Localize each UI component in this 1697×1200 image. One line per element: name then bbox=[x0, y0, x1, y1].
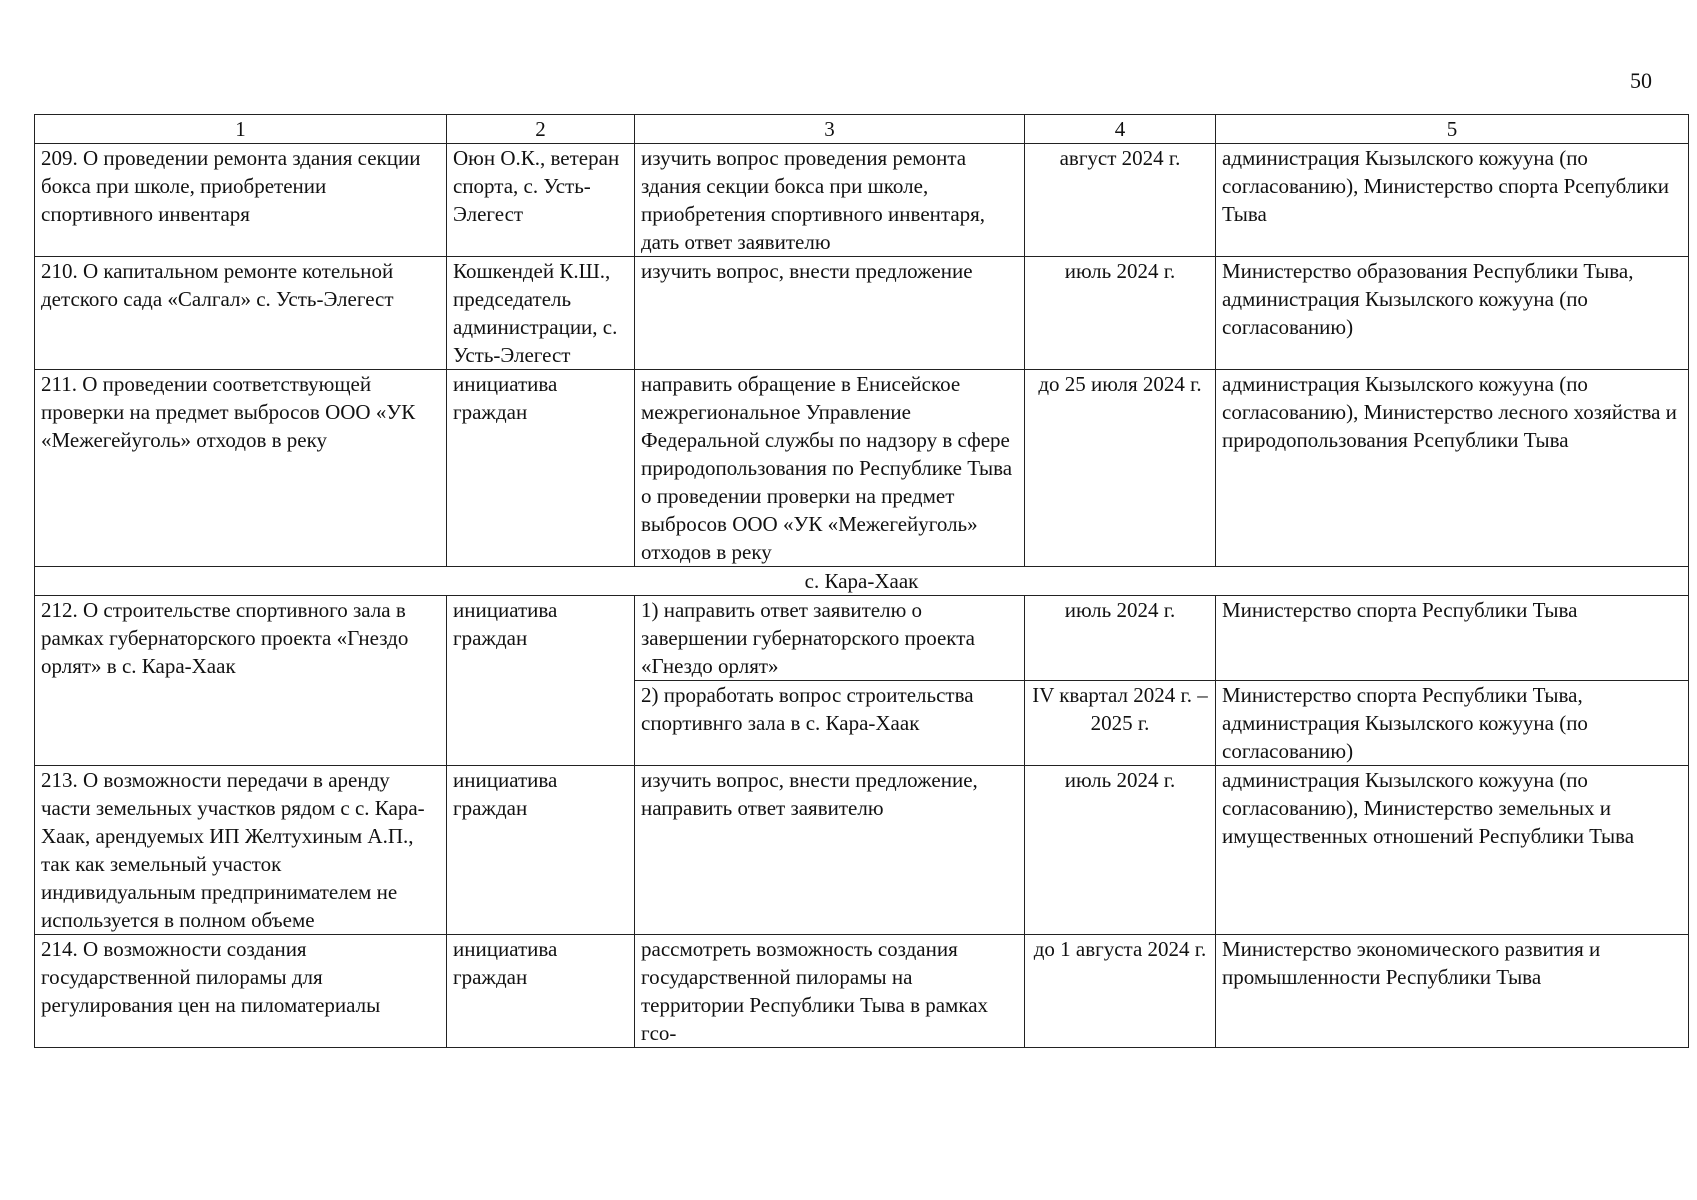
column-header-4: 4 bbox=[1025, 115, 1216, 144]
row-deadline: август 2024 г. bbox=[1025, 144, 1216, 257]
table-row-214 bbox=[35, 935, 1689, 1048]
row-deadline: июль 2024 г. bbox=[1025, 596, 1216, 681]
row-deadline: IV квартал 2024 г. – 2025 г. bbox=[1025, 681, 1216, 766]
page-number: 50 bbox=[1630, 68, 1652, 93]
section-row bbox=[35, 567, 1689, 596]
table-row-213 bbox=[35, 766, 1689, 935]
row-measure: изучить вопрос, внести предложение, направить ответ заявителю bbox=[635, 766, 1025, 935]
table-row-210 bbox=[35, 257, 1689, 370]
table-header-row bbox=[35, 115, 1689, 144]
row-issue: 211. О проведении соответствующей проверки на предмет выбросов ООО «УК «Межегейуголь» отходов в реку bbox=[35, 370, 447, 567]
row-responsible: Министерство экономического развития и промышленности Республики Тыва bbox=[1216, 935, 1689, 1048]
row-responsible: администрация Кызылского кожууна (по согласованию), Министерство лесного хозяйства и природопользования Рсепублики Тыва bbox=[1216, 370, 1689, 567]
measures-table bbox=[34, 114, 1689, 1048]
row-responsible: администрация Кызылского кожууна (по согласованию), Министерство земельных и имущественных отношений Республики Тыва bbox=[1216, 766, 1689, 935]
row-initiator: инициатива граждан bbox=[447, 766, 635, 935]
row-measure: изучить вопрос, внести предложение bbox=[635, 257, 1025, 370]
row-deadline: июль 2024 г. bbox=[1025, 257, 1216, 370]
row-issue: 214. О возможности создания государственной пилорамы для регулирования цен на пиломатериалы bbox=[35, 935, 447, 1048]
row-responsible: Министерство спорта Республики Тыва bbox=[1216, 596, 1689, 681]
row-initiator: Оюн О.К., ветеран спорта, с. Усть-Элегест bbox=[447, 144, 635, 257]
row-measure: 2) проработать вопрос строительства спортивнго зала в с. Кара-Хаак bbox=[635, 681, 1025, 766]
row-measure: направить обращение в Енисейское межрегиональное Управление Федеральной службы по надзору в сфере природопользования по Республике Тыва о проведении проверки на предмет выбросов ООО «УК «Межегейуголь» отходов в реку bbox=[635, 370, 1025, 567]
row-measure: рассмотреть возможность создания государственной пилорамы на территории Республики Тыва в рамках гсо- bbox=[635, 935, 1025, 1048]
table-row-209 bbox=[35, 144, 1689, 257]
row-initiator: инициатива граждан bbox=[447, 935, 635, 1048]
column-header-2: 2 bbox=[447, 115, 635, 144]
table-row-212a bbox=[35, 596, 1689, 681]
row-responsible: Министерство образования Республики Тыва, администрация Кызылского кожууна (по согласованию) bbox=[1216, 257, 1689, 370]
section-title: с. Кара-Хаак bbox=[35, 567, 1689, 596]
table-row-211 bbox=[35, 370, 1689, 567]
row-deadline: до 25 июля 2024 г. bbox=[1025, 370, 1216, 567]
row-issue: 212. О строительстве спортивного зала в рамках губернаторского проекта «Гнездо орлят» в с. Кара-Хаак bbox=[35, 596, 447, 766]
row-issue: 209. О проведении ремонта здания секции бокса при школе, приобретении спортивного инвентаря bbox=[35, 144, 447, 257]
row-issue: 210. О капитальном ремонте котельной детского сада «Салгал» с. Усть-Элегест bbox=[35, 257, 447, 370]
row-measure: 1) направить ответ заявителю о завершении губернаторского проекта «Гнездо орлят» bbox=[635, 596, 1025, 681]
row-measure: изучить вопрос проведения ремонта здания секции бокса при школе, приобретения спортивного инвентаря, дать ответ заявителю bbox=[635, 144, 1025, 257]
row-deadline: июль 2024 г. bbox=[1025, 766, 1216, 935]
column-header-1: 1 bbox=[35, 115, 447, 144]
row-initiator: Кошкендей К.Ш., председатель администрации, с. Усть-Элегест bbox=[447, 257, 635, 370]
row-responsible: Министерство спорта Республики Тыва, администрация Кызылского кожууна (по согласованию) bbox=[1216, 681, 1689, 766]
row-initiator: инициатива граждан bbox=[447, 370, 635, 567]
column-header-5: 5 bbox=[1216, 115, 1689, 144]
row-initiator: инициатива граждан bbox=[447, 596, 635, 766]
column-header-3: 3 bbox=[635, 115, 1025, 144]
row-responsible: администрация Кызылского кожууна (по согласованию), Министерство спорта Рсепублики Тыва bbox=[1216, 144, 1689, 257]
row-issue: 213. О возможности передачи в аренду части земельных участков рядом с с. Кара-Хаак, арендуемых ИП Желтухиным А.П., так как земельный участок индивидуальным предпринимателем не используется в полном объеме bbox=[35, 766, 447, 935]
row-deadline: до 1 августа 2024 г. bbox=[1025, 935, 1216, 1048]
